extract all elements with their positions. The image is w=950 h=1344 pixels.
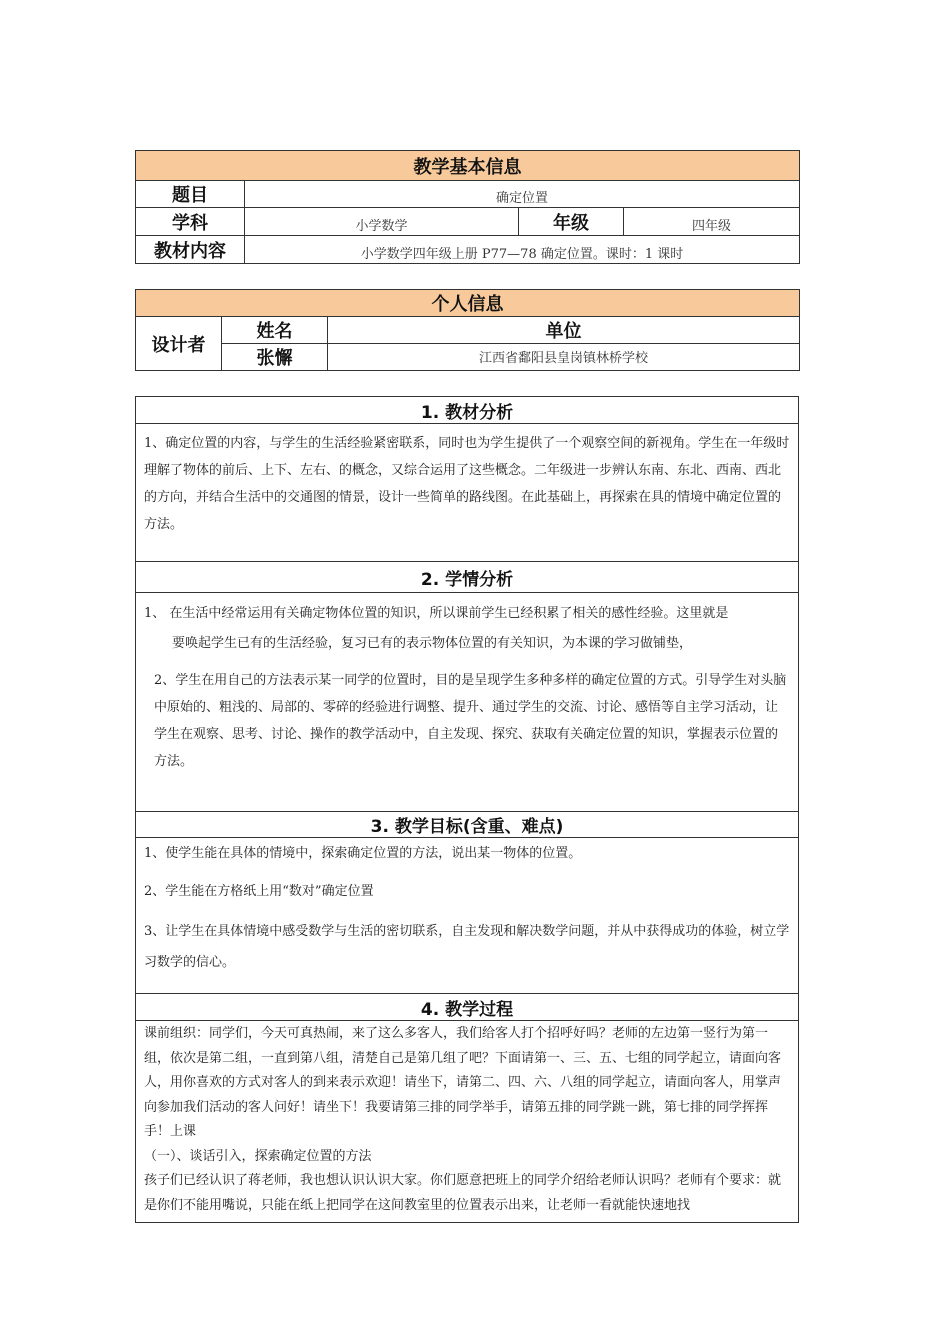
- section-3-para-3: 3、让学生在具体情境中感受数学与生活的密切联系，自主发现和解决数学问题，并从中获得成功的体验，树立学习数学的信心。: [144, 924, 790, 970]
- unit-label: 单位: [328, 317, 800, 344]
- section-4-para-3: 孩子们已经认识了蒋老师，我也想认识认识大家。你们愿意把班上的同学介绍给老师认识吗？老师有个要求：就是你们不能用嘴说，只能在纸上把同学在这间教室里的位置表示出来，让老师一看就能快速地找: [144, 1173, 782, 1213]
- topic-label: 题目: [136, 181, 245, 208]
- topic-value: 确定位置: [245, 181, 800, 208]
- section-1-title: 1. 教材分析: [136, 397, 799, 424]
- section-3-para-1: 1、使学生能在具体的情境中，探索确定位置的方法，说出某一物体的位置。: [144, 846, 582, 861]
- section-4-body: [136, 1021, 799, 1223]
- section-2-para-1: 1、 在生活中经常运用有关确定物体位置的知识，所以课前学生已经积累了相关的感性经验。这里就是: [144, 606, 729, 621]
- section-2-title: 2. 学情分析: [136, 562, 799, 593]
- section-1-text: 1、确定位置的内容，与学生的生活经验紧密联系，同时也为学生提供了一个观察空间的新视角。学生在一年级时理解了物体的前后、上下、左右、的概念，又综合运用了这些概念。二年级进一步辨认东南、东北、西南、西北的方向，并结合生活中的交通图的情景，设计一些简单的路线图。在此基础上，再探索在具的情境中确定位置的方法。: [144, 436, 790, 532]
- section-2-para-2: 2、学生在用自己的方法表示某一同学的位置时，目的是呈现学生多种多样的确定位置的方式。引导学生对头脑中原始的、粗浅的、局部的、零碎的经验进行调整、提升、通过学生的交流、讨论、感悟等自主学习活动，让学生在观察、思考、讨论、操作的教学活动中，自主发现、探究、获取有关确定位置的知识，掌握表示位置的方法。: [154, 673, 787, 769]
- section-4-para-1: 课前组织：同学们，今天可真热闹，来了这么多客人，我们给客人打个招呼好吗？老师的左边第一竖行为第一组，依次是第二组，一直到第八组，清楚自己是第几组了吧？下面请第一、三、五、七组的同学起立，请面向客人，用你喜欢的方式对客人的到来表示欢迎！请坐下，请第二、四、六、八组的同学起立，请面向客人，用掌声向参加我们活动的客人问好！请坐下！我要请第三排的同学举手，请第五排的同学跳一跳，第七排的同学挥挥手！上课: [144, 1026, 782, 1139]
- section-1-body: [136, 424, 799, 562]
- personal-info-header: 个人信息: [136, 290, 800, 317]
- unit-value: 江西省鄱阳县皇岗镇林桥学校: [328, 344, 800, 371]
- subject-value: 小学数学: [245, 208, 519, 236]
- material-label: 教材内容: [136, 236, 245, 264]
- name-value: 张懈: [222, 344, 328, 371]
- material-value: 小学数学四年级上册 P77—78 确定位置。课时：1 课时: [245, 236, 800, 264]
- section-4-para-2: （一）、谈话引入，探索确定位置的方法: [144, 1148, 372, 1164]
- grade-label: 年级: [519, 208, 624, 236]
- sections-table: [135, 396, 799, 1223]
- basic-info-header: 教学基本信息: [136, 151, 800, 181]
- personal-info-table: [135, 289, 800, 371]
- subject-label: 学科: [136, 208, 245, 236]
- designer-label: 设计者: [136, 317, 222, 371]
- section-4-title: 4. 教学过程: [136, 994, 799, 1021]
- grade-value: 四年级: [624, 208, 800, 236]
- section-2-para-1b: 要唤起学生已有的生活经验，复习已有的表示物体位置的有关知识，为本课的学习做铺垫，: [172, 636, 693, 651]
- basic-info-table: [135, 150, 800, 264]
- section-3-title: 3. 教学目标(含重、难点): [136, 812, 799, 838]
- section-2-body: [136, 593, 799, 812]
- name-label: 姓名: [222, 317, 328, 344]
- section-3-body: [136, 838, 799, 994]
- section-3-para-2: 2、学生能在方格纸上用“数对”确定位置: [144, 884, 374, 899]
